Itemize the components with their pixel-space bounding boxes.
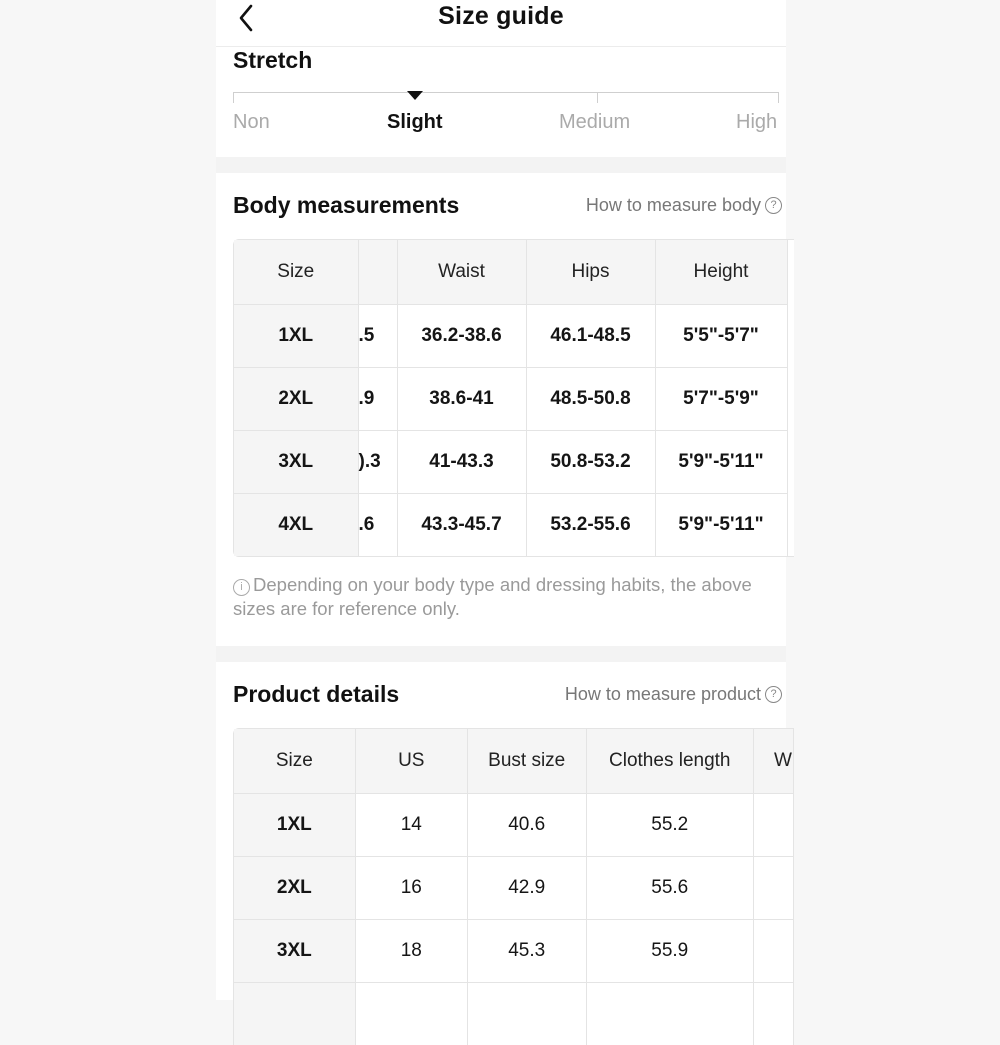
body-measurements-table[interactable] (233, 239, 794, 557)
how-to-measure-body-label: How to measure body (585, 195, 761, 215)
column-header-waist: Waist (397, 240, 526, 304)
size-cell: 3XL (234, 919, 355, 982)
table-cell: 53.2-55.6 (526, 493, 655, 556)
body-measurements-section (216, 173, 786, 646)
table-cell: 5'7"-5'9" (655, 367, 787, 430)
table-cell: .6 (358, 493, 397, 556)
column-header-us: US (355, 729, 467, 793)
column-header-clothes-length: Clothes length (586, 729, 753, 793)
table-cell: 42.9 (467, 856, 586, 919)
how-to-measure-product-link[interactable] (565, 684, 782, 705)
table-cell (355, 982, 467, 1045)
stretch-section (216, 47, 786, 157)
scale-tick (597, 92, 598, 103)
stretch-level-non: Non (233, 111, 270, 133)
table-cell: 45.3 (467, 919, 586, 982)
table-cell: 50.8-53.2 (526, 430, 655, 493)
stretch-scale-line (233, 92, 779, 93)
question-icon: ? (765, 197, 782, 214)
size-cell: 1XL (234, 304, 358, 367)
stretch-level-high: High (736, 111, 778, 133)
table-cell: 41-43.3 (397, 430, 526, 493)
table-row (234, 367, 787, 430)
size-cell (234, 982, 355, 1045)
column-header-size: Size (234, 240, 358, 304)
column-header-partial (358, 240, 397, 304)
table-row (234, 982, 794, 1045)
size-cell: 1XL (234, 793, 355, 856)
size-cell: 4XL (234, 493, 358, 556)
table-cell: .5 (358, 304, 397, 367)
question-icon: ? (765, 686, 782, 703)
column-header-bust-size: Bust size (467, 729, 586, 793)
table-row (234, 304, 787, 367)
body-measurements-title: Body measurements (233, 192, 460, 218)
size-cell: 3XL (234, 430, 358, 493)
product-details-section (216, 662, 792, 1000)
table-cell (754, 982, 794, 1045)
table-row (234, 919, 794, 982)
table-cell: .9 (358, 367, 397, 430)
table-cell: 55.6 (586, 856, 753, 919)
size-guide-screen (216, 0, 792, 1000)
table-cell: 18 (355, 919, 467, 982)
table-cell: 43.3-45.7 (397, 493, 526, 556)
table-cell (467, 982, 586, 1045)
table-cell: 5'5"-5'7" (655, 304, 787, 367)
scale-tick (233, 92, 234, 103)
table-row (234, 430, 787, 493)
stretch-level-medium: Medium (559, 111, 631, 133)
table-cell: 5'9"-5'11" (655, 430, 787, 493)
info-icon: i (233, 579, 250, 596)
table-cell (754, 793, 794, 856)
table-cell: 16 (355, 856, 467, 919)
product-details-table[interactable] (233, 728, 794, 1045)
size-cell: 2XL (234, 856, 355, 919)
table-cell: 46.1-48.5 (526, 304, 655, 367)
reference-note-text: Depending on your body type and dressing habits, the above sizes are for reference only. (233, 574, 752, 619)
table-cell: 48.5-50.8 (526, 367, 655, 430)
table-cell: ).3 (358, 430, 397, 493)
column-header-partial: W (754, 729, 794, 793)
page-title: Size guide (438, 2, 564, 30)
table-row (234, 493, 787, 556)
table-cell: 38.6-41 (397, 367, 526, 430)
header-bar (216, 0, 786, 47)
table-cell (754, 919, 794, 982)
size-cell: 2XL (234, 367, 358, 430)
column-header-hips: Hips (526, 240, 655, 304)
table-cell: 36.2-38.6 (397, 304, 526, 367)
table-cell: 40.6 (467, 793, 586, 856)
scale-tick (778, 92, 779, 103)
table-cell: 55.2 (586, 793, 753, 856)
table-cell: 55.9 (586, 919, 753, 982)
table-cell (754, 856, 794, 919)
stretch-label: Stretch (233, 47, 313, 73)
table-cell: 5'9"-5'11" (655, 493, 787, 556)
table-cell (586, 982, 753, 1045)
table-cell: 14 (355, 793, 467, 856)
stretch-marker-icon (407, 91, 423, 100)
table-row (234, 793, 794, 856)
stretch-level-slight: Slight (387, 111, 443, 133)
how-to-measure-product-label: How to measure product (564, 684, 761, 704)
reference-note (233, 573, 773, 621)
column-header-height: Height (655, 240, 787, 304)
product-details-title: Product details (233, 681, 400, 707)
how-to-measure-body-link[interactable] (586, 195, 782, 216)
column-header-size: Size (234, 729, 355, 793)
table-row (234, 856, 794, 919)
